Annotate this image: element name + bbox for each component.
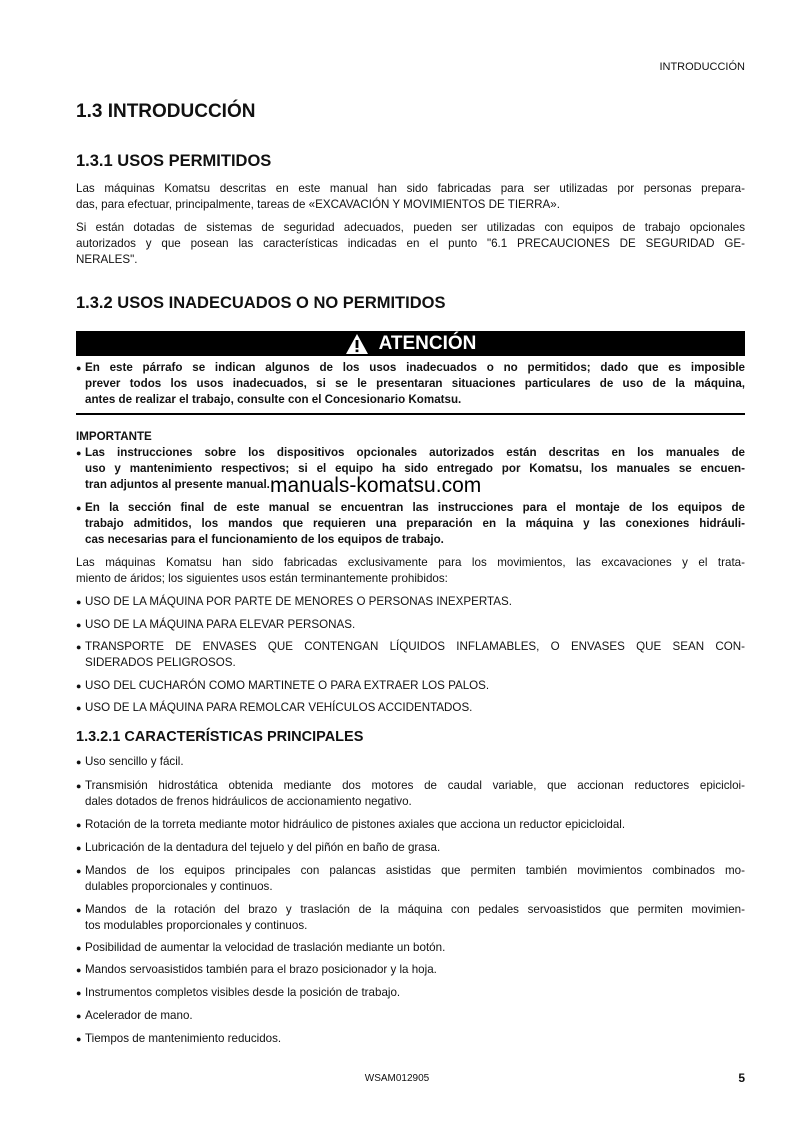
text-line: Las instrucciones sobre los dispositivos opcionales autorizados están descritas en los manuales de [85, 446, 745, 459]
text-line: autorizados y que posean las características indicadas en el punto "6.1 PRECAUCIONES DE SEGURIDAD GE- [76, 237, 745, 250]
text-line: Rotación de la torreta mediante motor hidráulico de pistones axiales que acciona un reductor epicicloidal. [85, 818, 626, 831]
warning-triangle-icon [345, 333, 369, 355]
text-line: USO DE LA MÁQUINA PARA REMOLCAR VEHÍCULOS ACCIDENTADOS. [85, 701, 473, 714]
text-line: Las máquinas Komatsu descritas en este manual han sido fabricadas para ser utilizadas por personas prepara- [76, 182, 745, 195]
bullet-icon: ● [76, 597, 82, 607]
text-line: NERALES". [76, 253, 138, 266]
text-line: dulables proporcionales y continuos. [85, 880, 273, 893]
text-line: tos modulables proporcionales y continuos. [85, 919, 308, 932]
attention-banner [76, 331, 745, 356]
text-line: Instrumentos completos visibles desde la posición de trabajo. [85, 986, 401, 999]
text-line: das, para efectuar, principalmente, tareas de «EXCAVACIÓN Y MOVIMIENTOS DE TIERRA». [76, 198, 560, 211]
subsubsection-title-caracteristicas: 1.3.2.1 CARACTERÍSTICAS PRINCIPALES [76, 729, 364, 745]
bullet-icon: ● [76, 843, 82, 853]
bullet-icon: ● [76, 1034, 82, 1044]
bullet-icon: ● [76, 943, 82, 953]
text-line: trabajo admitidos, los mandos que requieren una preparación en la máquina y las conexiones hidráuli- [85, 517, 745, 530]
bullet-icon: ● [76, 1011, 82, 1021]
running-header: INTRODUCCIÓN [659, 61, 745, 73]
bullet-icon: ● [76, 905, 82, 915]
text-line: dales dotados de frenos hidráulicos de accionamiento negativo. [85, 795, 412, 808]
text-line: Mandos de la rotación del brazo y traslación de la máquina con pedales servoasistidos que permiten movimien- [85, 903, 745, 916]
text-line: TRANSPORTE DE ENVASES QUE CONTENGAN LÍQUIDOS INFLAMABLES, O ENVASES QUE SEAN CON- [85, 640, 745, 653]
bullet-icon: ● [76, 866, 82, 876]
bullet-icon: ● [76, 503, 82, 513]
text-line: cas necesarias para el funcionamiento de los equipos de trabajo. [85, 533, 444, 546]
important-label: IMPORTANTE [76, 430, 152, 443]
text-line: SIDERADOS PELIGROSOS. [85, 656, 236, 669]
text-line: En este párrafo se indican algunos de los usos inadecuados o no permitidos; dado que es imposible [85, 361, 745, 374]
text-line: USO DE LA MÁQUINA PARA ELEVAR PERSONAS. [85, 618, 356, 631]
document-code: WSAM012905 [364, 1073, 430, 1084]
bullet-icon: ● [76, 642, 82, 652]
bullet-icon: ● [76, 681, 82, 691]
subsection-title-usos-permitidos: 1.3.1 USOS PERMITIDOS [76, 152, 272, 170]
text-line: USO DEL CUCHARÓN COMO MARTINETE O PARA EXTRAER LOS PALOS. [85, 679, 490, 692]
text-line: En la sección final de este manual se encuentran las instrucciones para el montaje de los equipos de [85, 501, 745, 514]
bullet-icon: ● [76, 448, 82, 458]
section-title: 1.3 INTRODUCCIÓN [76, 101, 256, 122]
text-line: Posibilidad de aumentar la velocidad de traslación mediante un botón. [85, 941, 446, 954]
bullet-icon: ● [76, 988, 82, 998]
bullet-icon: ● [76, 620, 82, 630]
bullet-icon: ● [76, 781, 82, 791]
text-line: prever todos los usos inadecuados, si se le presentaran situaciones particulares de uso de la máquina, [85, 377, 745, 390]
text-line: Mandos de los equipos principales con palancas asistidas que permiten también movimientos combinados mo- [85, 864, 745, 877]
text-line: Si están dotadas de sistemas de seguridad adecuados, pueden ser utilizadas con equipos de trabajo opcionales [76, 221, 745, 234]
text-line: Mandos servoasistidos también para el brazo posicionador y la hoja. [85, 963, 437, 976]
attention-label: ATENCIÓN [378, 332, 477, 354]
text-line: uso y mantenimiento respectivos; si el equipo ha sido entregado por Komatsu, los manuales se encuen- [85, 462, 745, 475]
bullet-icon: ● [76, 703, 82, 713]
text-line: Uso sencillo y fácil. [85, 755, 184, 768]
page-number: 5 [738, 1071, 745, 1085]
text-line: antes de realizar el trabajo, consulte con el Concesionario Komatsu. [85, 393, 462, 406]
text-line: miento de áridos; los siguientes usos están terminantemente prohibidos: [76, 572, 448, 585]
text-line: Acelerador de mano. [85, 1009, 193, 1022]
divider [76, 413, 745, 415]
watermark: manuals-komatsu.com [270, 474, 482, 497]
text-line: Las máquinas Komatsu han sido fabricadas exclusivamente para los movimientos, las excavaciones y el trata- [76, 556, 745, 569]
subsection-title-usos-inadecuados: 1.3.2 USOS INADECUADOS O NO PERMITIDOS [76, 294, 446, 312]
text-line: Tiempos de mantenimiento reducidos. [85, 1032, 282, 1045]
bullet-icon: ● [76, 820, 82, 830]
text-line: USO DE LA MÁQUINA POR PARTE DE MENORES O PERSONAS INEXPERTAS. [85, 595, 512, 608]
bullet-icon: ● [76, 363, 82, 373]
bullet-icon: ● [76, 965, 82, 975]
text-line: Lubricación de la dentadura del tejuelo y del piñón en baño de grasa. [85, 841, 441, 854]
text-line: Transmisión hidrostática obtenida mediante dos motores de caudal variable, que accionan reductores epicicloi- [85, 779, 745, 792]
bullet-icon: ● [76, 757, 82, 767]
text-line: tran adjuntos al presente manual. [85, 478, 270, 491]
